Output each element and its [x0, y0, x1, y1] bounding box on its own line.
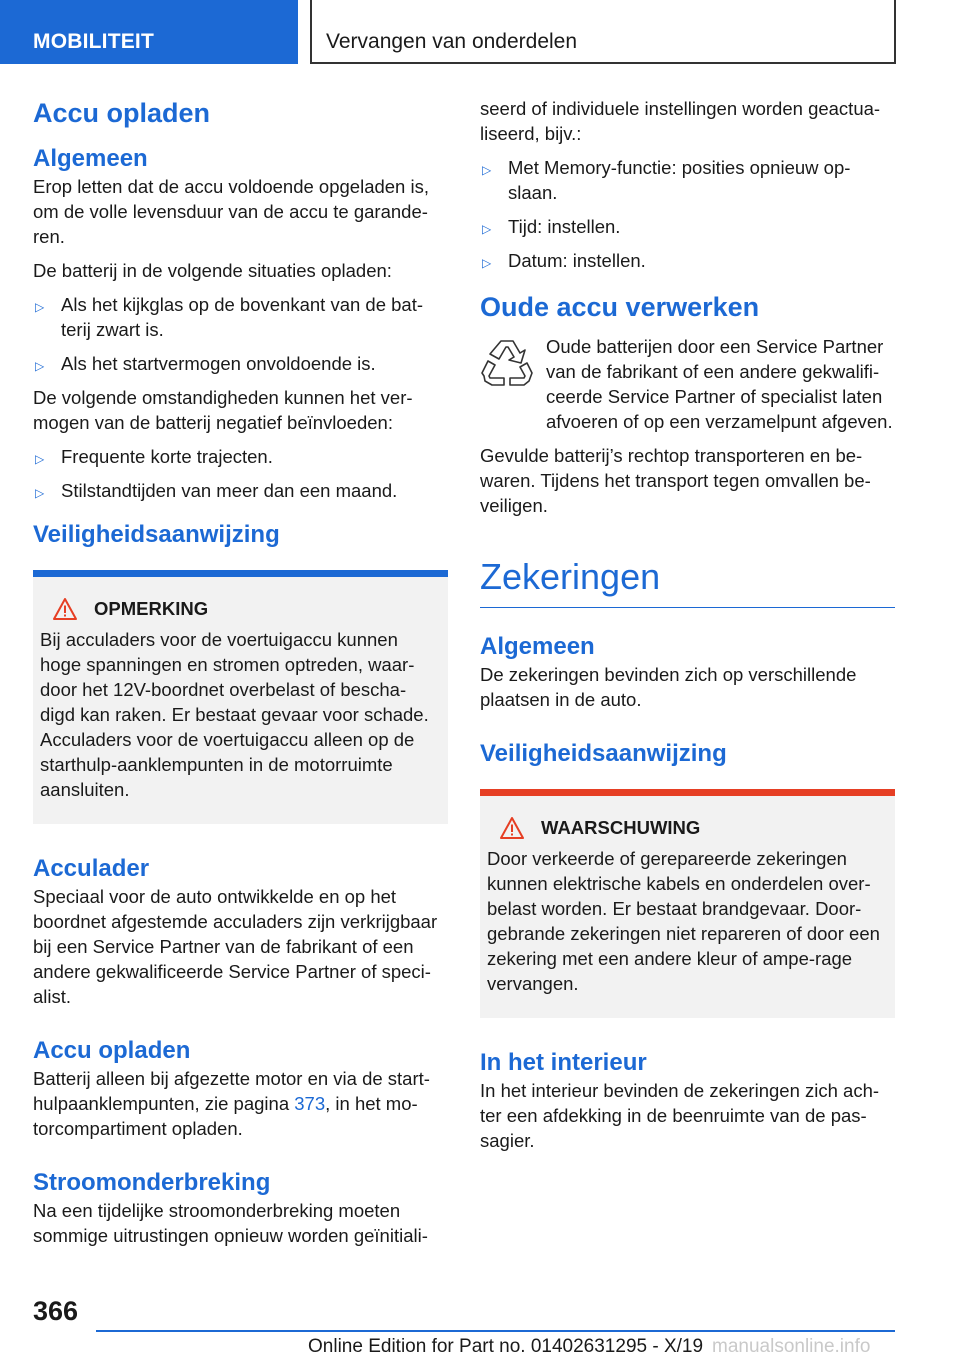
list-item-text: Stilstandtijden van meer dan een maand.: [61, 480, 398, 501]
heading-accu-opladen: Accu opladen: [33, 1037, 191, 1064]
warning-header: [499, 816, 888, 840]
list-item-text: Als het kijkglas op de bovenkant van de bat-terij zwart is.: [61, 294, 424, 340]
notice-text: Bij acculaders voor de voertuigaccu kunnen hoge spanningen en stromen optreden, waar-door het 12V-boordnet overbelast of bescha-digd kan raken. Er bestaat gevaar voor schade. Acculaders voor de voertuigaccu alleen op de starthulp-aanklempunten in de motorruimte aansluiten.: [40, 629, 429, 800]
warning-label: WAARSCHUWING: [541, 817, 701, 838]
warning-box: [480, 789, 895, 1018]
bullet-list: [33, 292, 448, 376]
paragraph: [33, 1066, 448, 1141]
heading-algemeen: Algemeen: [480, 633, 595, 660]
bullet-arrow-icon: ▷: [482, 256, 492, 270]
list-item: [480, 248, 895, 273]
header-section-tab: MOBILITEIT: [0, 0, 298, 64]
page-number: 366: [33, 1296, 79, 1326]
list-item-text: Datum: instellen.: [508, 250, 646, 271]
header-chapter-title: Vervangen van onderdelen: [310, 0, 896, 64]
watermark-text: manualsonline.info: [712, 1336, 871, 1357]
list-item: [480, 214, 895, 239]
paragraph: Gevulde batterij’s rechtop transporteren en be-waren. Tijdens het transport tegen omvallen be-veiligen.: [480, 445, 871, 516]
bullet-list: [480, 155, 895, 273]
warning-text: Door verkeerde of gerepareerde zekeringen kunnen elektrische kabels en onderdelen over-belast worden. Er bestaat brandgevaar. Door-gebrande zekeringen niet repareren of door een zekering met een andere kleur of ampe-rage vervangen.: [487, 848, 880, 994]
bullet-arrow-icon: ▷: [482, 222, 492, 236]
heading-stroomonderbreking: Stroomonderbreking: [33, 1169, 271, 1196]
chapter-title-zekeringen: Zekeringen: [480, 553, 895, 608]
paragraph: De batterij in de volgende situaties opladen:: [33, 260, 392, 281]
warning-triangle-icon: [499, 816, 525, 840]
paragraph-text: , in het mo-torcompartiment opladen.: [33, 1093, 418, 1139]
paragraph: De volgende omstandigheden kunnen het ver-mogen van de batterij negatief beïnvloeden:: [33, 387, 413, 433]
list-item-text: Tijd: instellen.: [508, 216, 621, 237]
notice-box: [33, 570, 448, 824]
heading-veiligheidsaanwijzing: Veiligheidsaanwijzing: [33, 521, 280, 548]
notice-header: [52, 597, 441, 621]
footer-divider: [96, 1330, 895, 1332]
paragraph: Speciaal voor de auto ontwikkelde en op het boordnet afgestemde acculaders zijn verkrijgbaar bij een Service Partner van de fabrikant of een andere gekwalificeerde Service Partner of speci-alist.: [33, 886, 438, 1007]
recycle-icon: [480, 334, 546, 443]
list-item: [33, 444, 448, 469]
recycle-block: [480, 334, 895, 443]
paragraph: seerd of individuele instellingen worden geactua-liseerd, bijv.:: [480, 98, 881, 144]
paragraph-text: Batterij alleen bij afgezette motor en via de start-hulpaanklempunten, zie pagina: [33, 1068, 430, 1114]
heading-veiligheidsaanwijzing: Veiligheidsaanwijzing: [480, 740, 727, 767]
warning-triangle-icon: [52, 597, 78, 621]
bullet-arrow-icon: ▷: [35, 359, 45, 373]
bullet-arrow-icon: ▷: [35, 300, 45, 314]
bullet-list: [33, 444, 448, 503]
page-reference-link[interactable]: 373: [294, 1093, 326, 1114]
list-item: [480, 155, 895, 205]
list-item-text: Frequente korte trajecten.: [61, 446, 273, 467]
list-item-text: Met Memory-functie: posities opnieuw op-slaan.: [508, 157, 851, 203]
paragraph: Erop letten dat de accu voldoende opgeladen is, om de volle levensduur van de accu te garande-ren.: [33, 176, 429, 247]
list-item: [33, 478, 448, 503]
section-title-accu-opladen: Accu opladen: [33, 98, 211, 128]
left-column: [33, 96, 448, 1257]
heading-in-het-interieur: In het interieur: [480, 1049, 647, 1076]
paragraph: Na een tijdelijke stroomonderbreking moeten sommige uitrustingen opnieuw worden geïnitiali-: [33, 1200, 428, 1246]
bullet-arrow-icon: ▷: [35, 486, 45, 500]
paragraph: In het interieur bevinden de zekeringen zich ach-ter een afdekking in de beenruimte van de pas-sagier.: [480, 1080, 880, 1151]
paragraph: De zekeringen bevinden zich op verschillende plaatsen in de auto.: [480, 664, 857, 710]
list-item: [33, 292, 448, 342]
footer-edition-text: Online Edition for Part no. 01402631295 - X/19: [308, 1336, 704, 1357]
list-item: [33, 351, 448, 376]
paragraph-indented: Oude batterijen door een Service Partner van de fabrikant of een andere gekwalifi-ceerde Service Partner of specialist laten afvoeren of op een verzamelpunt afgeven.: [546, 336, 893, 432]
heading-oude-accu-verwerken: Oude accu verwerken: [480, 292, 760, 322]
notice-label: OPMERKING: [94, 598, 209, 619]
bullet-arrow-icon: ▷: [35, 452, 45, 466]
heading-acculader: Acculader: [33, 855, 150, 882]
right-column: [480, 96, 895, 1162]
list-item-text: Als het startvermogen onvoldoende is.: [61, 353, 376, 374]
bullet-arrow-icon: ▷: [482, 163, 492, 177]
heading-algemeen: Algemeen: [33, 145, 148, 172]
